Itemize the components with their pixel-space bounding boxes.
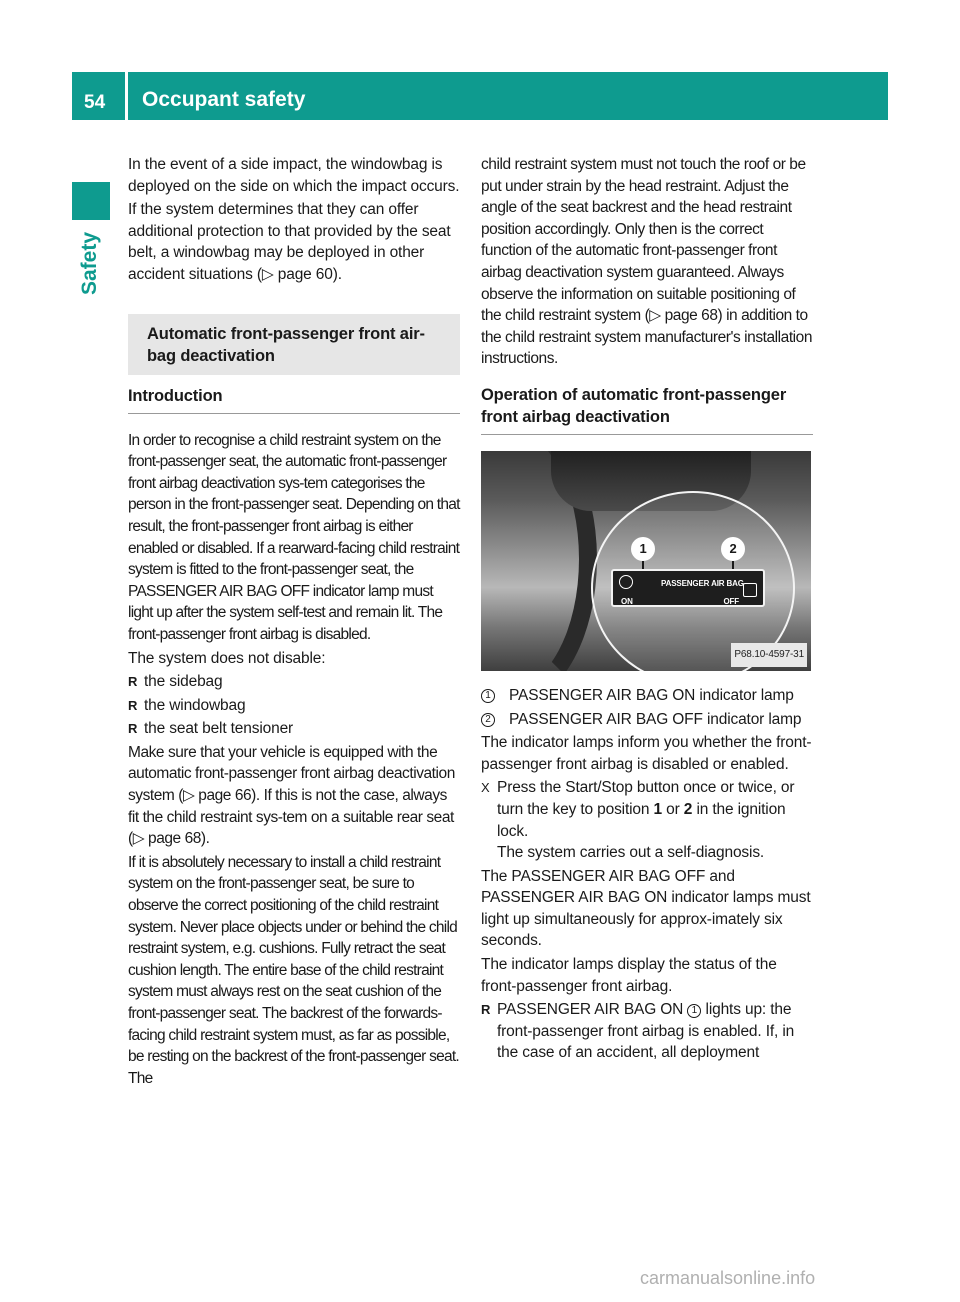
paragraph: If it is absolutely necessary to install a child restraint system on the front-passenger seat, be sure to observe the correct positioning of the child restraint system. Never place objects under or behind the child restraint system, e.g. cushions. Fully retract the seat cushion length. The entire base of the child restraint system must always rest on the seat cushion of the front-passenger seat. The backrest of the forwards-facing child restraint system must, as far as possible, be resting on the backrest of the front-passenger seat. The bbox=[128, 853, 459, 1087]
instruction-mark: X bbox=[481, 780, 490, 796]
callout-number: 1 bbox=[687, 1004, 701, 1018]
header-divider bbox=[125, 72, 128, 120]
callout-item: 1 PASSENGER AIR BAG ON indicator lamp bbox=[481, 685, 813, 707]
side-tab-label: Safety bbox=[78, 232, 101, 296]
instruction-result: The system carries out a self-diagnosis. bbox=[497, 844, 765, 862]
paragraph: The indicator lamps inform you whether the front-passenger front airbag is disabled or enabled. bbox=[481, 734, 812, 773]
paragraph: The indicator lamps display the status of the front-passenger front airbag. bbox=[481, 956, 777, 995]
paragraph: Make sure that your vehicle is equipped with the automatic front-passenger front airbag deactivation system (▷ page 66). If this is not the case, always fit the child restraint sys-tem on a suitable rear seat (▷ page 68). bbox=[128, 743, 455, 848]
paragraph: The system does not disable: bbox=[128, 649, 326, 667]
dashboard-photo bbox=[481, 451, 811, 671]
subheading-operation: Operation of automatic front-passenger front airbag deactivation bbox=[481, 384, 813, 435]
right-column bbox=[481, 154, 813, 1066]
paragraph: child restraint system must not touch the roof or be put under strain by the head restraint. Adjust the angle of the seat backrest and the head restraint position accordingly. Only then is the correct function of the automatic front-passenger front airbag deactivation system guaranteed. Always observe the information on suitable positioning of the child restraint system (▷ page 68) in addition to the child restraint system manufacturer's installation instructions. bbox=[481, 156, 813, 368]
page-number: 54 bbox=[84, 92, 106, 113]
section-heading-box: Automatic front-passenger front air-bag deactivation bbox=[128, 314, 460, 375]
list-item: R the seat belt tensioner bbox=[128, 718, 460, 740]
airbag-on-icon bbox=[619, 575, 633, 589]
bullet-mark: R bbox=[128, 674, 138, 690]
watermark: carmanualsonline.info bbox=[640, 1268, 816, 1288]
paragraph: In order to recognise a child restraint system on the front-passenger seat, the automatic front-passenger front airbag deactivation sys-tem categorises the person in the front-passenger seat. Depending on that result, the front-passenger front airbag is either enabled or disabled. If a rearward-facing child restraint system is fitted to the front-passenger seat, the PASSENGER AIR BAG OFF indicator lamp must light up after the system self-test and remain lit. The front-passenger front airbag is disabled. bbox=[128, 431, 460, 643]
instruction-item: X Press the Start/Stop button once or twice, or turn the key to position 1 or 2 in the ignition lock. The system carries out a self-diagnosis. bbox=[481, 779, 795, 862]
section-title: Occupant safety bbox=[142, 88, 306, 111]
callout-number: 2 bbox=[481, 713, 495, 727]
figure-code: P68.10-4597-31 bbox=[731, 643, 807, 667]
callout-number: 1 bbox=[481, 689, 495, 703]
panel-text: PASSENGER AIR BAG bbox=[661, 578, 744, 588]
list-item: R the windowbag bbox=[128, 695, 460, 717]
subheading-introduction: Introduction bbox=[128, 385, 460, 414]
callout-item: 2 PASSENGER AIR BAG OFF indicator lamp bbox=[481, 709, 813, 731]
side-tab-block bbox=[72, 182, 110, 220]
bullet-mark: R bbox=[128, 721, 138, 737]
marker-2: 2 bbox=[721, 537, 745, 561]
airbag-indicator-panel bbox=[611, 569, 765, 607]
bullet-mark: R bbox=[481, 1002, 491, 1018]
left-column bbox=[128, 154, 460, 1091]
paragraph: The PASSENGER AIR BAG OFF and PASSENGER AIR BAG ON indicator lamps must light up simultaneously for approx-imately six seconds. bbox=[481, 867, 811, 950]
list-item: R the sidebag bbox=[128, 671, 460, 693]
bullet-mark: R bbox=[128, 697, 138, 713]
list-item: R PASSENGER AIR BAG ON 1 lights up: the front-passenger front airbag is enabled. If, in the case of an accident, all deployment bbox=[481, 1001, 795, 1062]
panel-off-label: OFF bbox=[723, 596, 739, 606]
paragraph: If the system determines that they can offer additional protection to that provided by the seat belt, a windowbag may be deployed in other accident situations (▷ page 60). bbox=[128, 201, 451, 283]
paragraph: In the event of a side impact, the windowbag is deployed on the side on which the impact occurs. bbox=[128, 156, 460, 195]
airbag-off-icon bbox=[743, 583, 757, 597]
marker-1: 1 bbox=[631, 537, 655, 561]
panel-on-label: ON bbox=[621, 596, 633, 606]
